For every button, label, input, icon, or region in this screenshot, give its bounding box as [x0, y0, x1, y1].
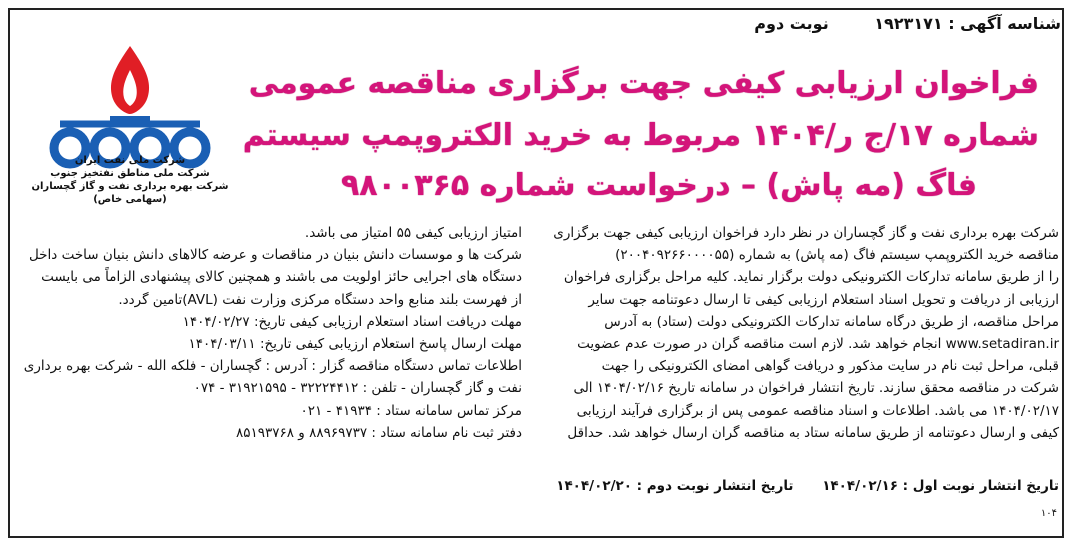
- body-line: کیفی و ارسال دعوتنامه از طریق سامانه ستاد به مناقصه گران ارسال خواهد شد. حداقل: [567, 424, 1059, 441]
- body-line: ارزیابی از دریافت و تحویل اسناد استعلام ارزیابی کیفی تا ارسال دعوتنامه جهت سایر: [588, 291, 1059, 308]
- publication-dates: [359, 478, 1059, 494]
- body-line: دفتر ثبت نام سامانه ستاد : ۸۸۹۶۹۷۳۷ و ۸۵۱۹۳۷۶۸: [235, 424, 522, 441]
- body-line: مرکز تماس سامانه ستاد : ۴۱۹۳۴ - ۰۲۱: [300, 402, 522, 419]
- title-line-1: فراخوان ارزیابی کیفی جهت برگزاری مناقصه عمومی: [248, 66, 1039, 101]
- body-line: مراحل مناقصه، از طریق درگاه سامانه تدارکات الکترونیکی دولت (ستاد) به آدرس: [604, 313, 1059, 330]
- title-line-2: شماره ۱۷/ج ر/۱۴۰۴ مربوط به خرید الکتروپمپ سیستم: [242, 118, 1039, 153]
- body-line: نفت و گاز گچساران - تلفن : ۳۲۲۲۴۴۱۲ - ۳۱۹۲۱۵۹۵ - ۰۷۴: [193, 380, 522, 397]
- first-publication-date: تاریخ انتشار نوبت اول : ۱۴۰۴/۰۲/۱۶: [822, 478, 1059, 494]
- logo-line-2: شرکت ملی مناطق نفتخیز جنوب: [50, 168, 210, 179]
- body-right-column: [547, 222, 1059, 444]
- body-line: شرکت ها و موسسات دانش بنیان در مناقصات و عرضه کالاهای دانش بنیان ساخت داخل: [28, 247, 522, 264]
- body-line: را از طریق سامانه تدارکات الکترونیکی دولت برگزار نماید. کلیه مراحل برگزاری فراخوان: [563, 269, 1059, 286]
- round-label: نوبت دوم: [754, 14, 829, 33]
- second-publication-date: تاریخ انتشار نوبت دوم : ۱۴۰۴/۰۲/۲۰: [556, 478, 794, 494]
- body-line: قبلی، مراحل ثبت نام در سایت مذکور و دریافت گواهی امضای الکترونیکی را جهت: [601, 358, 1059, 375]
- body-line: مهلت دریافت اسناد استعلام ارزیابی کیفی تاریخ: ۱۴۰۴/۰۲/۲۷: [182, 313, 522, 330]
- logo-line-1: شرکت ملی نفت ایران: [74, 155, 186, 166]
- body-left-column: [22, 222, 522, 444]
- body-line: www.setadiran.ir انجام خواهد شد. لازم است مناقصه گران در صورت عدم عضویت: [577, 336, 1059, 353]
- logo-caption: [30, 154, 230, 206]
- body-line: ۱۴۰۴/۰۲/۱۷ می باشد. اطلاعات و اسناد مناقصه عمومی پس از برگزاری فرآیند ارزیابی: [576, 402, 1059, 419]
- body-line: مناقصه خرید الکتروپمپ سیستم فاگ (مه پاش) به شماره (۲۰۰۴۰۹۲۶۶۰۰۰۰۵۵): [615, 247, 1059, 264]
- logo-line-3: شرکت بهره برداری نفت و گاز گچساران (سهامی خاص): [31, 181, 229, 205]
- ad-id: شناسه آگهی : ۱۹۲۳۱۷۱: [874, 14, 1061, 33]
- body-line: مهلت ارسال پاسخ استعلام ارزیابی کیفی تاریخ: ۱۴۰۴/۰۳/۱۱: [188, 336, 522, 353]
- page-number: ۱۰۴: [1040, 508, 1057, 519]
- body-line: دستگاه های اجرایی حائز اولویت می باشند و همچنین کالای پیشنهادی الزاماً می بایست: [41, 269, 522, 286]
- body-line: از فهرست بلند منابع واحد دستگاه مرکزی وزارت نفت (AVL)تامین گردد.: [118, 291, 522, 308]
- body-line: اطلاعات تماس دستگاه مناقصه گزار : آدرس : گچساران - فلکه الله - شرکت بهره برداری: [23, 358, 522, 375]
- body-line: امتیاز ارزیابی کیفی ۵۵ امتیاز می باشد.: [304, 225, 522, 241]
- notice-header: [361, 14, 1061, 40]
- title-line-3: فاگ (مه پاش) – درخواست شماره ۹۸۰۰۳۶۵: [340, 168, 978, 203]
- body-line: شرکت بهره برداری نفت و گاز گچساران در نظر دارد فراخوان ارزیابی کیفی جهت برگزاری: [553, 225, 1059, 241]
- body-line: شرکت در مناقصه محقق سازند. تاریخ انتشار فراخوان در سامانه تاریخ ۱۴۰۴/۰۲/۱۶ الی: [573, 380, 1059, 397]
